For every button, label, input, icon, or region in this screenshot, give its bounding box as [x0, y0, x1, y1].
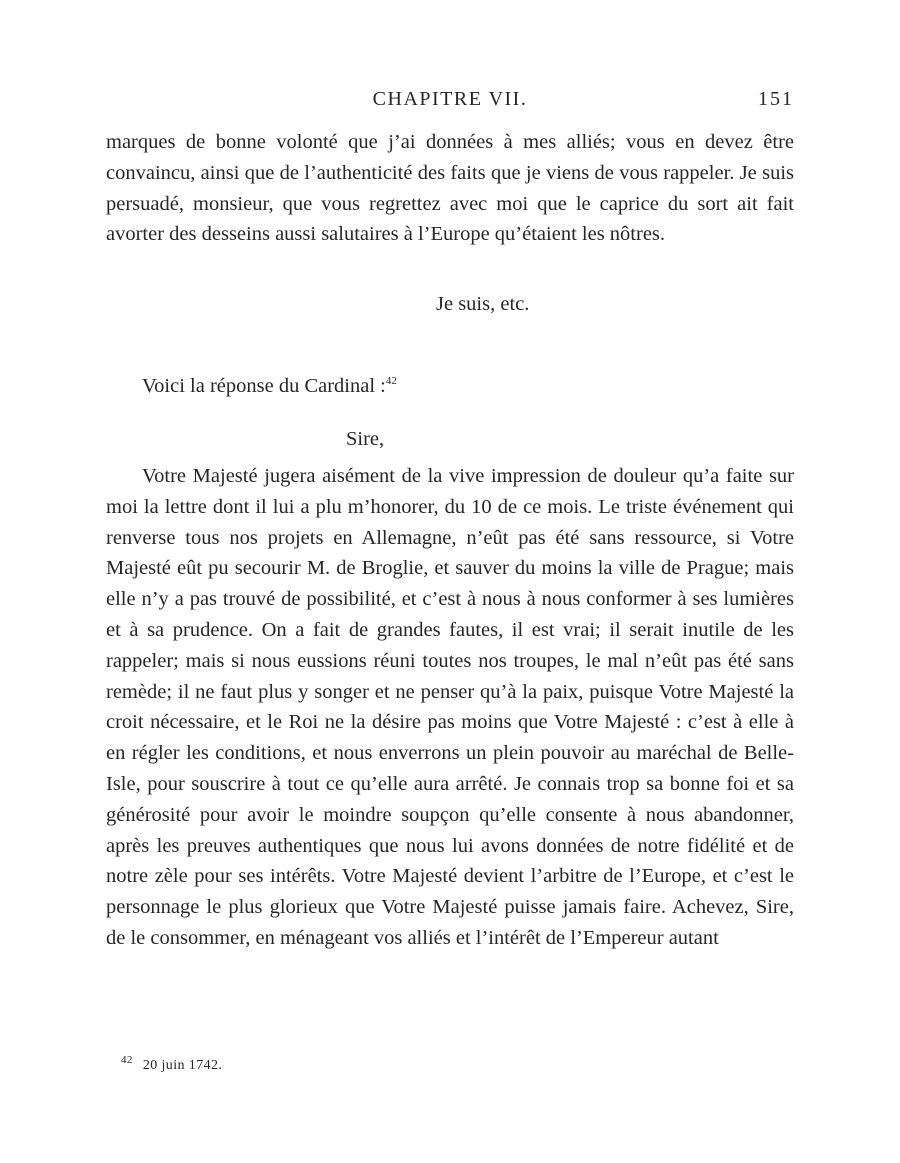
footnote-text: 20 juin 1742. [142, 1058, 223, 1073]
footnote [121, 1056, 222, 1076]
footnote-reference: 42 [385, 375, 397, 388]
letter-salutation: Sire, [346, 428, 385, 450]
reply-introduction-text: Voici la réponse du Cardinal : [142, 375, 386, 397]
chapter-title: CHAPITRE VII. [372, 88, 528, 110]
reply-introduction [142, 372, 397, 400]
running-header [106, 88, 794, 116]
footnote-number: 42 [121, 1054, 133, 1067]
letter-body: Votre Majesté jugera aisément de la vive impression de douleur qu’a faite sur moi la lettre dont il lui a plu m’honorer, du 10 de ce mois. Le triste événement qui renverse tous nos projets en Allemagne, n’eût pas été sans ressource, si Votre Majesté eût pu secourir M. de Broglie, et sauver du moins la ville de Prague; mais elle n’y a pas trouvé de possibilité, et c’est à nous à nous conformer à ses lumières et à sa prudence. On a fait de grandes fautes, il est vrai; il serait inutile de les rappeler; mais si nous eussions réuni toutes nos troupes, le mal n’eût pas été sans remède; il ne faut plus y songer et ne penser qu’à la paix, puisque Votre Majesté la croit nécessaire, et le Roi ne la désire pas moins que Votre Majesté : c’est à elle à en régler les conditions, et nous enverrons un plein pouvoir au maréchal de Belle-Isle, pour souscrire à tout ce qu’elle aura arrêté. Je connais trop sa bonne foi et sa générosité pour avoir le moindre soupçon qu’elle consente à nous abandonner, après les preuves authentiques que nous lui avons données de notre fidélité et de notre zèle pour ses intérêts. Votre Majesté devient l’arbitre de l’Europe, et c’est le personnage le plus glorieux que Votre Majesté puisse jamais faire. Achevez, Sire, de le consommer, en ménageant vos alliés et l’intérêt de l’Empereur autant [106, 465, 794, 949]
page-number: 151 [758, 88, 794, 110]
letter-signoff: Je suis, etc. [436, 293, 530, 315]
continued-paragraph: marques de bonne volonté que j’ai données à mes alliés; vous en devez être convaincu, ainsi que de l’authenticité des faits que je viens de vous rappeler. Je suis persuadé, monsieur, que vous regrettez avec moi que le caprice du sort ait fait avorter des desseins aussi salutaires à l’Europe qu’étaient les nôtres. [106, 131, 794, 246]
